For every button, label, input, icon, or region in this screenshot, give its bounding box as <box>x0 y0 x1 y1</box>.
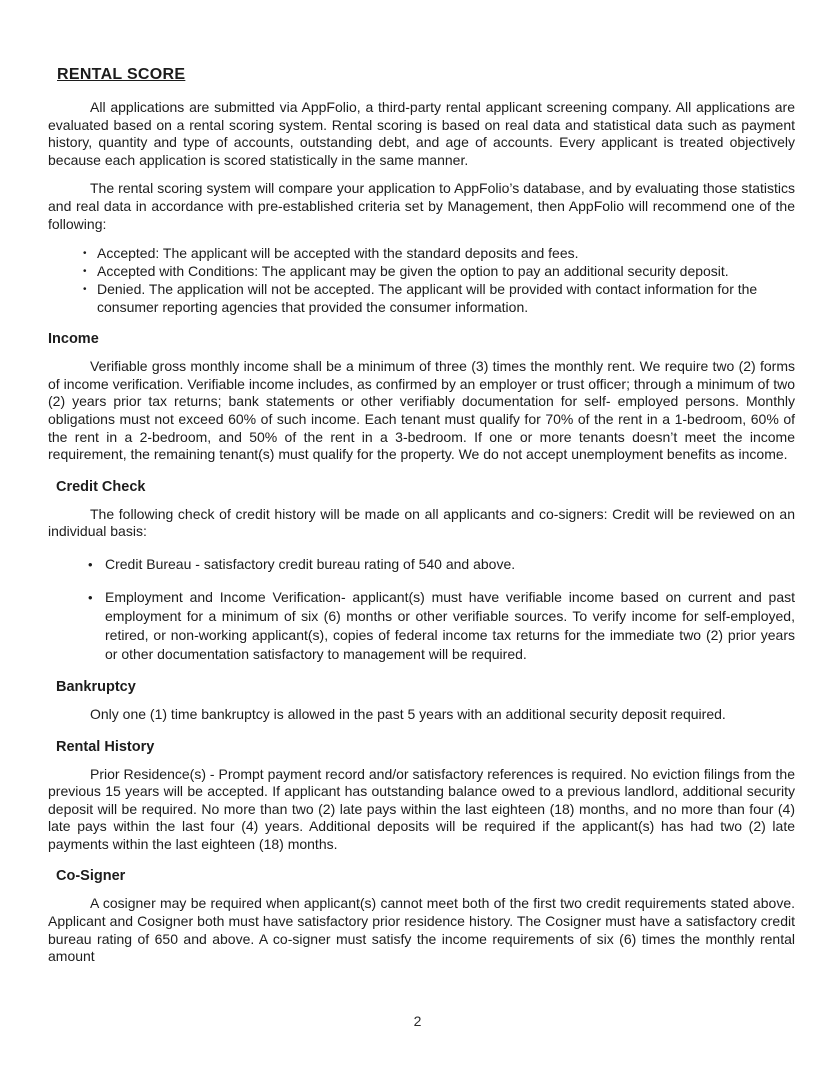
page-title: RENTAL SCORE <box>57 66 186 83</box>
list-item-accepted-with-conditions: • Accepted with Conditions: The applicant may be given the option to pay an additional security deposit. <box>97 262 795 280</box>
rental-history-paragraph: Prior Residence(s) - Prompt payment record and/or satisfactory references is required. No eviction filings from the previous 15 years will be accepted. If applicant has outstanding balance owed to a previous landlord, additional security deposit will be required. No more than two (2) late pays within the last eighteen (18) months, and no more than four (4) late pays within the last four (4) years. Additional deposits will be required if the applicant(s) has had two (2) late payments within the last eighteen (18) months. <box>48 765 795 852</box>
list-item-employment-verification: • Employment and Income Verification- applicant(s) must have verifiable income based on current and past employment for a minimum of six (6) months or other verifiable sources. To verify income for self-employed, retired, or non-working applicant(s), copies of federal income tax returns for the immediate two (2) prior years or other documentation satisfactory to management will be required. <box>105 588 795 664</box>
bankruptcy-paragraph: Only one (1) time bankruptcy is allowed in the past 5 years with an additional security deposit required. <box>90 705 726 722</box>
list-item-denied: • Denied. The application will not be accepted. The applicant will be provided with contact information for the consumer reporting agencies that provided the consumer information. <box>97 280 795 316</box>
credit-check-list <box>48 555 795 664</box>
list-item-accepted: • Accepted: The applicant will be accepted with the standard deposits and fees. <box>97 244 795 262</box>
section-heading-rental-history: Rental History <box>56 738 155 755</box>
income-paragraph: Verifiable gross monthly income shall be a minimum of three (3) times the monthly rent. We require two (2) forms of income verification. Verifiable income includes, as confirmed by an employer or trust officer; through a minimum of two (2) years prior tax returns; bank statements or other verifiably documentation for self- employed persons. Monthly obligations must not exceed 60% of such income. Each tenant must qualify for 70% of the rent in a 1-bedroom, 60% of the rent in a 2-bedroom, and 50% of the rent in a 3-bedroom. If one or more tenants doesn’t meet the income requirement, the remaining tenant(s) must qualify for the property. We do not accept unemployment benefits as income. <box>48 358 795 463</box>
page-number: 2 <box>413 1013 422 1029</box>
section-heading-co-signer: Co-Signer <box>56 868 126 885</box>
intro-paragraph-1: All applications are submitted via AppFolio, a third-party rental applicant screening company. All applications are evaluated based on a rental scoring system. Rental scoring is based on real data and statistical data such as payment history, quantity and type of accounts, outstanding debt, and age of accounts. Every applicant is treated objectively because each application is scored statistically in the same manner. <box>48 99 795 168</box>
section-heading-income: Income <box>48 331 99 348</box>
outcome-list <box>48 244 795 316</box>
section-heading-bankruptcy: Bankruptcy <box>56 678 136 695</box>
section-heading-credit-check: Credit Check <box>56 478 146 495</box>
intro-paragraph-2: The rental scoring system will compare your application to AppFolio’s database, and by evaluating those statistics and real data in accordance with pre-established criteria set by Management, then AppFolio will recommend one of the following: <box>48 180 795 232</box>
list-item-credit-bureau: • Credit Bureau - satisfactory credit bureau rating of 540 and above. <box>105 555 795 574</box>
credit-check-paragraph: The following check of credit history will be made on all applicants and co-signers: Credit will be reviewed on an individual basis: <box>48 505 795 540</box>
co-signer-paragraph: A cosigner may be required when applicant(s) cannot meet both of the first two credit requirements stated above. Applicant and Cosigner both must have satisfactory prior residence history. The Cosigner must have a satisfactory credit bureau rating of 650 and above. A co-signer must satisfy the income requirements of six (6) times the monthly rental amount <box>48 895 795 965</box>
